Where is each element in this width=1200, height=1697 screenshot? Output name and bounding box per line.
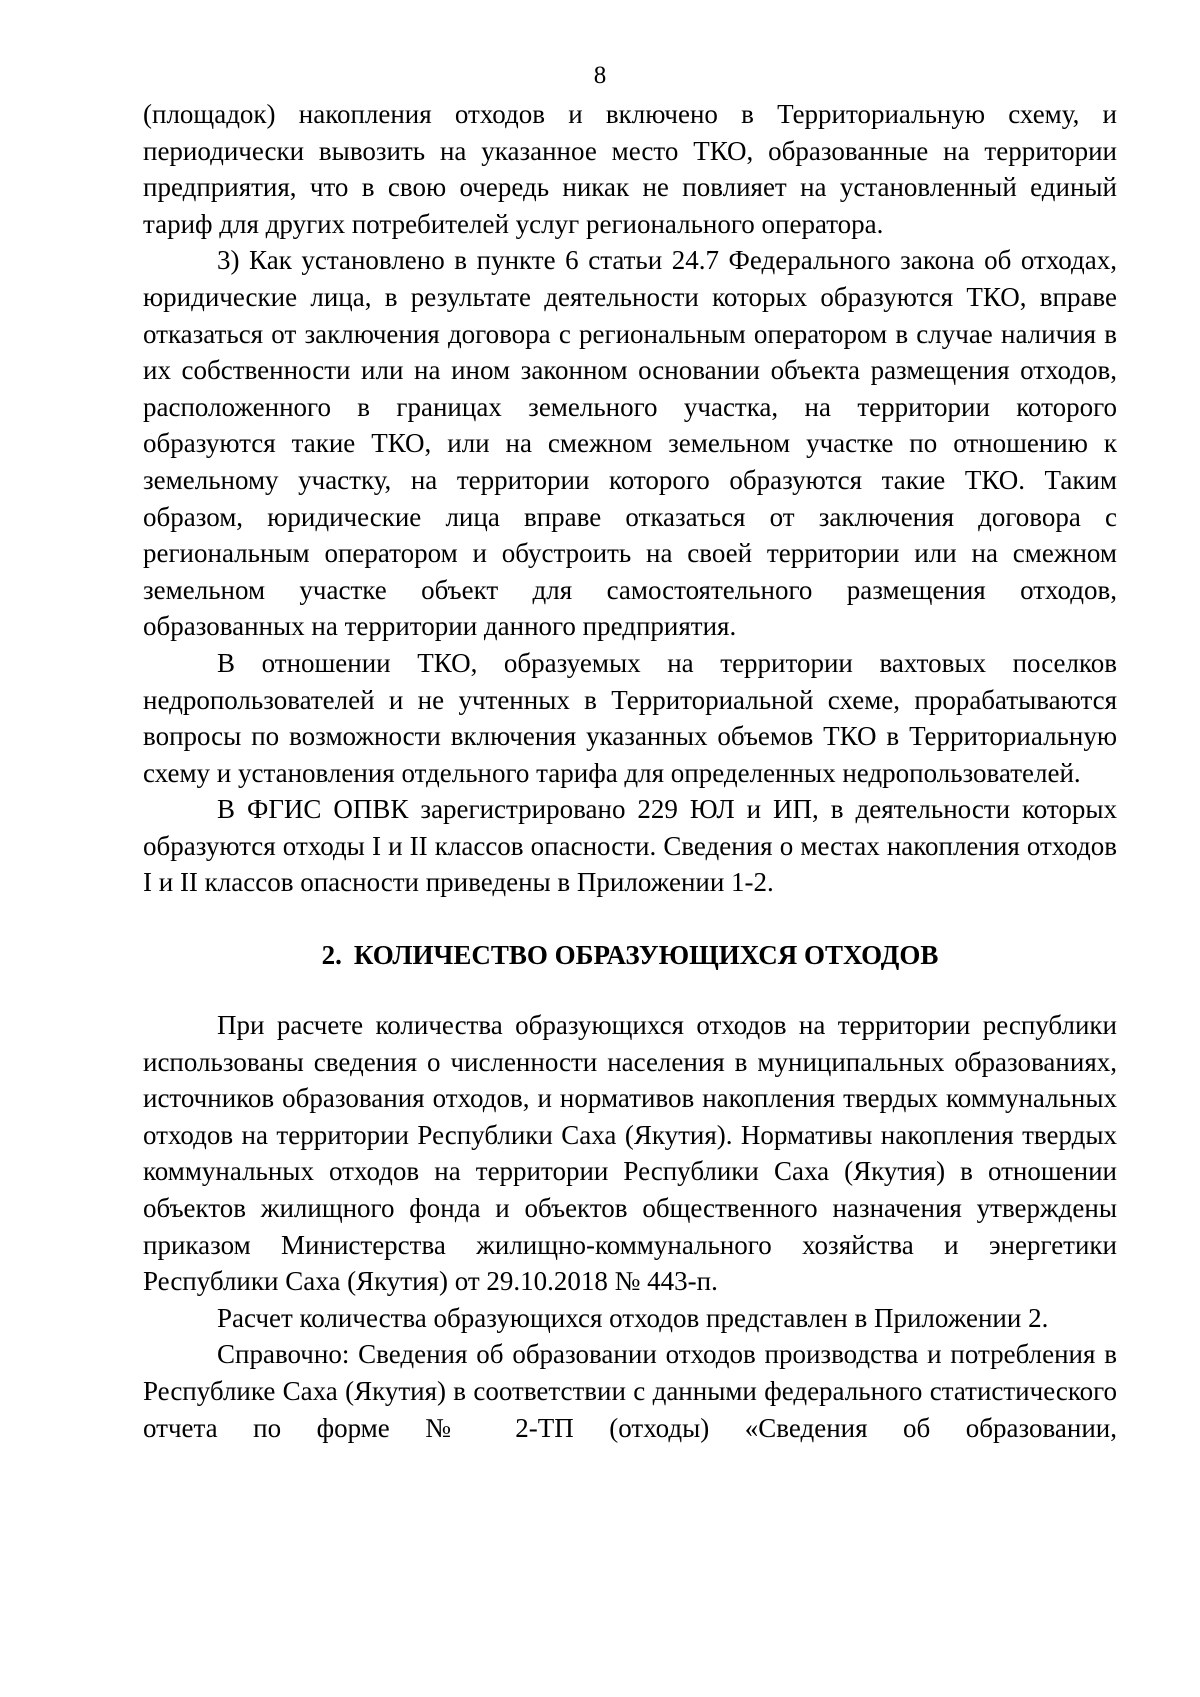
- paragraph-item-3: 3) Как установлено в пункте 6 статьи 24.7 Федерального закона об отходах, юридические лица, в результате деятельности которых образуются ТКО, вправе отказаться от заключения договора с региональным оператором в случае наличия в их собственности или на ином законном основании объекта размещения отходов, расположенного в границах земельного участка, на территории которого образуются такие ТКО, или на смежном земельном участке по отношению к земельному участку, на территории которого образуются такие ТКО. Таким образом, юридические лица вправе отказаться от заключения договора с региональным оператором и обустроить на своей территории или на смежном земельном участке объект для самостоятельного размещения отходов, образованных на территории данного предприятия.: [143, 245, 1117, 642]
- page-number: 8: [593, 62, 607, 89]
- paragraph-calculation-basis: При расчете количества образующихся отходов на территории республики использованы сведения о численности населения в муниципальных образованиях, источников образования отходов, и нормативов накопления твердых коммунальных отходов на территории Республики Саха (Якутия). Нормативы накопления твердых коммунальных отходов на территории Республики Саха (Якутия) в отношении объектов жилищного фонда и объектов общественного назначения утверждены приказом Министерства жилищно-коммунального хозяйства и энергетики Республики Саха (Якутия) от 29.10.2018 № 443-п.: [143, 1010, 1117, 1297]
- section-heading: [143, 937, 1117, 973]
- page-body: [143, 96, 1117, 1446]
- paragraph-calculation-appendix: Расчет количества образующихся отходов представлен в Приложении 2.: [217, 1302, 1049, 1333]
- section-number: 2.: [321, 940, 342, 971]
- paragraph-reference: Справочно: Сведения об образовании отходов производства и потребления в Республике Саха (Якутия) в соответствии с данными федерального статистического отчета по форме № 2-ТП (отходы) «Сведения об образовании,: [143, 1339, 1117, 1443]
- section-title: КОЛИЧЕСТВО ОБРАЗУЮЩИХСЯ ОТХОДОВ: [353, 940, 939, 971]
- paragraph-fgis-opvk: В ФГИС ОПВК зарегистрировано 229 ЮЛ и ИП, в деятельности которых образуются отходы I и II классов опасности. Сведения о местах накопления отходов I и II классов опасности приведены в Приложении 1-2.: [143, 794, 1117, 898]
- paragraph-continuation: (площадок) накопления отходов и включено в Территориальную схему, и периодически вывозить на указанное место ТКО, образованные на территории предприятия, что в свою очередь никак не повлияет на установленный единый тариф для других потребителей услуг регионального оператора.: [143, 99, 1117, 239]
- paragraph-shift-settlements: В отношении ТКО, образуемых на территории вахтовых поселков недропользователей и не учтенных в Территориальной схеме, прорабатываются вопросы по возможности включения указанных объемов ТКО в Территориальную схему и установления отдельного тарифа для определенных недропользователей.: [143, 647, 1117, 788]
